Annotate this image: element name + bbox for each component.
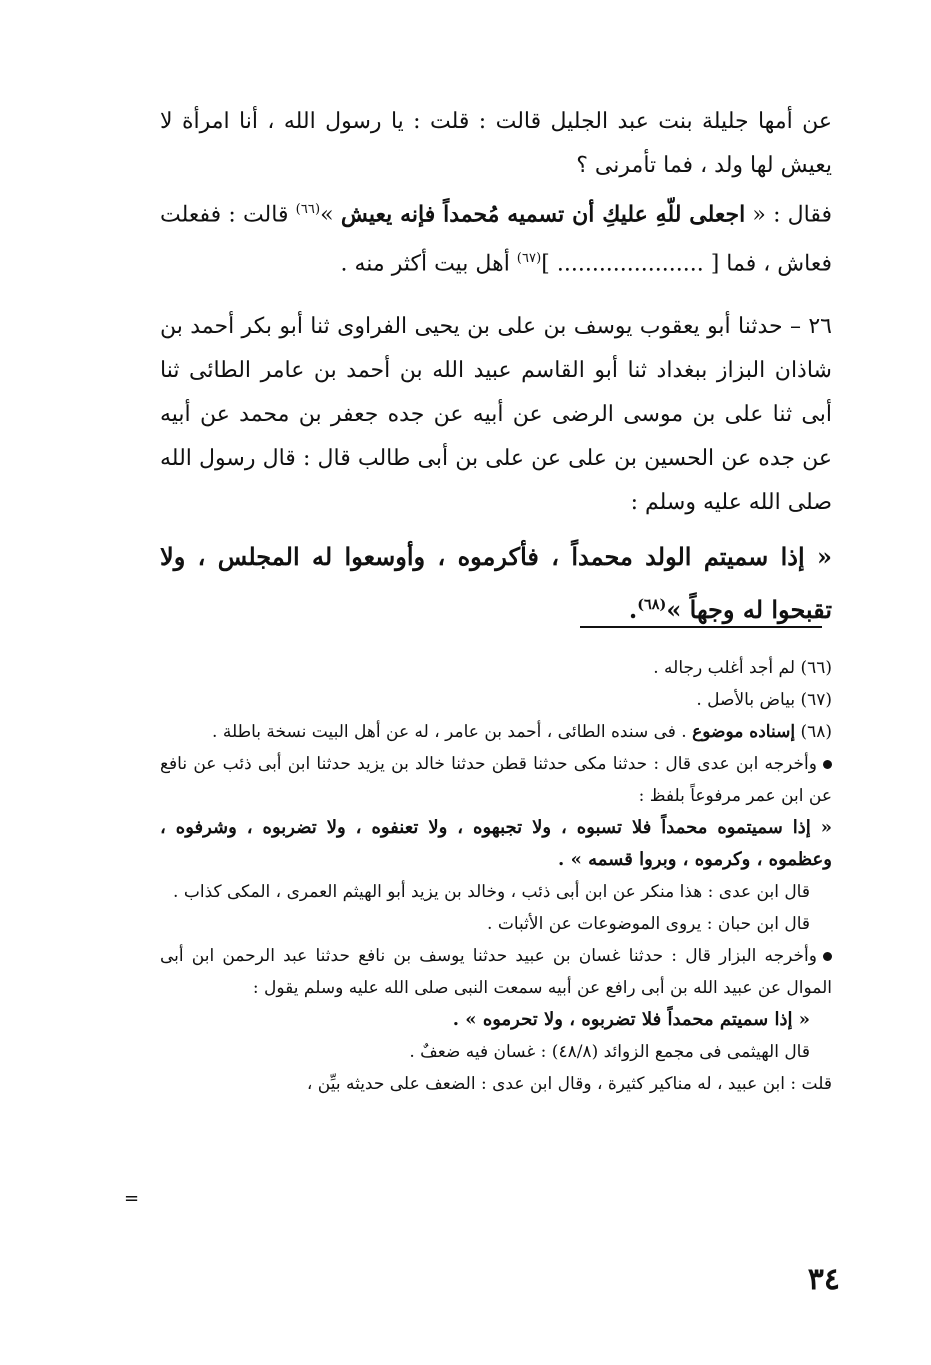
footnote-separator [580, 626, 822, 628]
footnote-bullet-1 [160, 748, 832, 812]
paragraph-26-isnad: ٢٦ – حدثنا أبو يعقوب يوسف بن على بن يحيى الفراوى ثنا أبو بكر أحمد بن شاذان البزاز ببغداد ثنا أبو القاسم عبيد الله بن أحمد بن عامر الطائى ثنا أبى ثنا على بن موسى الرضى عن أبيه عن جده جعفر بن محمد عن أبيه عن جده عن الحسين بن على عن على بن أبى طالب قال : قال رسول الله صلى الله عليه وسلم : [160, 313, 832, 515]
hadith-end: . [628, 594, 638, 624]
footnote-66: (٦٦) لم أجد أغلب رجاله . [653, 658, 832, 678]
footnote-line-ibn-hibban: قال ابن حبان : يروى الموضوعات عن الأثبات . [487, 914, 810, 934]
footnote-line-qultu: قلت : ابن عبيد ، له مناكير كثيرة ، وقال ابن عدى : الضعف على حديثه بيِّن ، [306, 1074, 832, 1094]
footnote-quote-2: « إذا سميتم محمداً فلا تضربوه ، ولا تحرموه » . [452, 1009, 810, 1030]
footnote-line-ibn-adi: قال ابن عدى : هذا منكر عن ابن أبى ذئب ، وخالد بن يزيد أبو الهيثم العمرى ، المكى كذاب . [173, 882, 810, 902]
quoted-saying: اجعلى للّهِ عليكِ أن تسميه مُحمداً فإنه يعيش [340, 201, 746, 228]
paragraph-response [160, 188, 832, 287]
bullet-2-text: وأخرجه البزار قال : حدثنا غسان بن عبيد حدثنا يوسف بن نافع حدثنا عبد الرحمن ابن أبى الموال عن عبيد الله بن أبى رافع عن أبيه سمعت النبى صلى الله عليه وسلم يقول : [160, 946, 832, 998]
footnotes [160, 652, 832, 1100]
bullet-icon [823, 952, 832, 961]
continuation-mark: = [124, 1188, 140, 1209]
footnote-line-haythami: قال الهيثمى فى مجمع الزوائد (٤٨/٨) : غسان فيه ضعفٌ . [409, 1042, 810, 1062]
footnote-bullet-2 [160, 940, 832, 1004]
footnote-ref-66: (٦٦) [295, 202, 321, 217]
paragraph-intro: عن أمها جليلة بنت عبد الجليل قالت : قلت : يا رسول الله ، أنا امرأة لا يعيش لها ولد ، فما تأمرنى ؟ [160, 109, 832, 178]
bullet-1-text: وأخرجه ابن عدى قال : حدثنا مكى حدثنا قطن حدثنا خالد بن يزيد حدثنا ابن أبى ذئب عن نافع عن ابن عمر مرفوعاً بلفظ : [160, 754, 832, 806]
footnote-68-number: (٦٨) [795, 722, 832, 742]
hadith-body: « إذا سميتم الولد محمداً ، فأكرموه ، وأوسعوا له المجلس ، ولا تقبحوا له وجهاً » [160, 541, 832, 624]
footnote-quote-1: « إذا سميتموه محمداً فلا تسبوه ، ولا تجبهوه ، ولا تعنفوه ، ولا تضربوه ، وشرفوه ، وعظموه ، وكرموه ، وبروا قسمه » . [160, 817, 832, 870]
footnote-68 [160, 716, 832, 748]
hadith-text [160, 533, 832, 634]
main-text [160, 100, 832, 634]
response-intro: فقال : « [745, 202, 833, 228]
footnote-68-rest: . فى سنده الطائى ، أحمد بن عامر ، له عن أهل البيت نسخة باطلة . [212, 722, 693, 742]
footnote-68-verdict: إسناده موضوع [692, 722, 796, 742]
response-rest: قالت : ففعلت فعاش ، فما [ ..................... ] [160, 202, 832, 277]
quote-close: » [320, 202, 341, 228]
response-end: أهل بيت أكثر منه . [340, 251, 517, 277]
footnote-ref-67: (٦٧) [516, 251, 542, 267]
footnote-67: (٦٧) بياض بالأصل . [696, 690, 832, 710]
bullet-icon [823, 760, 832, 769]
page-number: ٣٤ [807, 1262, 840, 1297]
footnote-ref-68: (٦٨) [637, 595, 667, 613]
